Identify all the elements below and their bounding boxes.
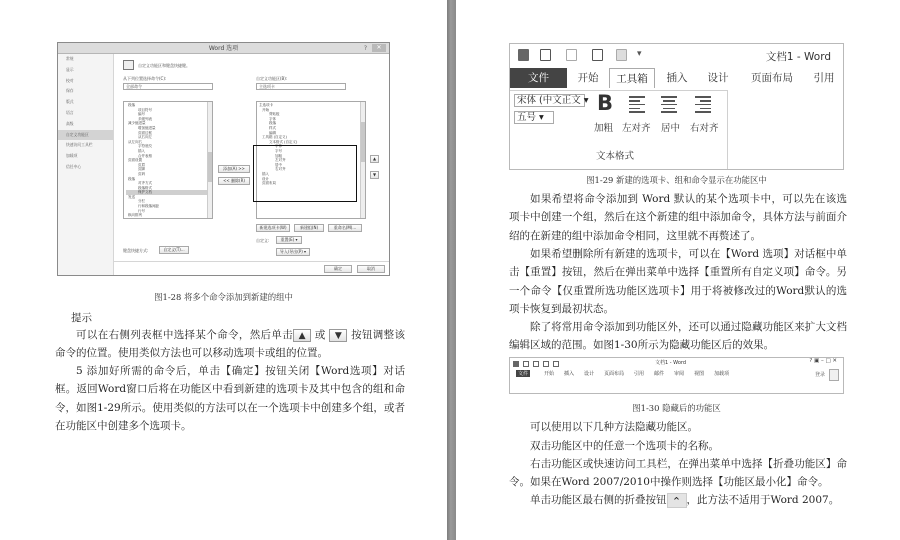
tab-item[interactable]: 开始 xyxy=(544,371,555,377)
tab-item[interactable]: 引用 xyxy=(634,371,645,377)
align-right-icon[interactable] xyxy=(695,94,711,113)
ribbon-tabs xyxy=(510,68,843,88)
tab-file[interactable]: 文件 xyxy=(510,68,567,88)
down-arrow-icon: ▼ xyxy=(372,172,377,177)
tab-references[interactable]: 引用 xyxy=(813,72,835,84)
ribbon-tab-list-item[interactable]: 居中 xyxy=(275,162,282,167)
nav-item[interactable]: 高级 xyxy=(66,120,74,126)
command-list-item[interactable]: 从左向右 xyxy=(128,139,142,144)
command-list-item[interactable]: 段落 xyxy=(128,103,135,107)
close-icon[interactable]: ✕ xyxy=(372,44,386,52)
align-left-icon[interactable] xyxy=(629,94,645,113)
print-icon[interactable] xyxy=(553,361,559,367)
command-list-item[interactable]: 插入 xyxy=(138,148,145,153)
ok-button[interactable]: 确定 xyxy=(324,265,352,273)
bold-icon[interactable]: B xyxy=(597,91,614,115)
ribbon-tab-list-item[interactable]: 字体 xyxy=(275,144,282,149)
command-list-item[interactable]: 页眉 xyxy=(138,162,145,167)
align-right-label: 右对齐 xyxy=(690,123,719,134)
print-icon[interactable] xyxy=(616,49,627,61)
new-doc-icon[interactable] xyxy=(523,361,529,367)
tabs-scrollbar[interactable] xyxy=(360,102,365,218)
add-button[interactable]: 添加(A) >> xyxy=(218,165,250,173)
align-center-icon[interactable] xyxy=(661,94,677,113)
ribbon-tab-list-item[interactable]: 插入 xyxy=(262,171,269,176)
align-left-label: 左对齐 xyxy=(622,123,651,134)
paragraph-2: 如果希望删除所有新建的选项卡，可以在【Word 选项】对话框中单击【重置】按钮，然后在弹出菜单中选择【重置所有自定义项】命令。另一个命令【仅重置所选功能区选项卡】用于将被修改过的Word默认的选项卡恢复到最初状态。 xyxy=(509,248,847,316)
nav-item[interactable]: 显示 xyxy=(66,66,74,72)
word-app-icon xyxy=(518,49,529,61)
choose-commands-label: 从下列位置选择命令(C): xyxy=(123,76,167,81)
ribbon-tab-list-item[interactable]: 字体 xyxy=(269,116,276,121)
tab-item[interactable]: 插入 xyxy=(564,371,575,377)
dialog-title: Word 选项 xyxy=(208,45,239,52)
up-arrow-icon: ▲ xyxy=(298,330,306,341)
import-export-button[interactable]: 导入/导出(P) ▾ xyxy=(276,248,310,256)
login-link[interactable]: 登录 xyxy=(814,372,825,378)
dialog-nav xyxy=(58,54,114,275)
paragraph-6: 右击功能区或快速访问工具栏，在弹出菜单中选择【折叠功能区】命令。如果在Word 2007/2010中操作则选择【功能区最小化】命令。 xyxy=(509,458,847,489)
ribbon-tab-list-item[interactable]: 设计 xyxy=(262,176,269,181)
book-gutter xyxy=(447,0,456,540)
ribbon-tab-list-item[interactable]: 工具箱 (自定义) xyxy=(262,135,287,140)
save-icon[interactable] xyxy=(592,49,603,61)
ribbon-tab-list-item[interactable]: 右对齐 xyxy=(275,167,286,172)
command-list-item[interactable]: 纵向排列 xyxy=(128,213,142,218)
command-list-item[interactable]: 减少缩进量 xyxy=(128,121,146,126)
window-title: 文档1 - Word xyxy=(765,51,831,63)
nav-item[interactable]: 信任中心 xyxy=(66,163,82,169)
reset-button[interactable]: 重置(E) ▾ xyxy=(276,236,302,244)
command-list-item[interactable]: 合并表格 xyxy=(138,153,152,158)
new-tab-button[interactable]: 新建选项卡(W) xyxy=(256,224,290,232)
dialog-heading: 自定义功能区和键盘快捷键。 xyxy=(138,63,190,68)
group-label: 文本格式 xyxy=(596,151,635,162)
tab-item[interactable]: 文件 xyxy=(518,371,529,377)
paragraph-7: 单击功能区最右侧的折叠按钮 ⌃ ，此方法不适用于Word 2007。 xyxy=(530,494,840,508)
down-arrow-icon: ▼ xyxy=(334,330,342,341)
nav-item[interactable]: 常规 xyxy=(66,56,74,61)
remove-button[interactable]: << 删除(R) xyxy=(218,177,250,185)
ribbon-tab-list-item[interactable]: 文本格式 (自定义) xyxy=(269,139,298,144)
new-doc-icon[interactable] xyxy=(540,49,551,61)
avatar[interactable] xyxy=(829,369,839,381)
ribbon-tab-list-item[interactable]: 样式 xyxy=(269,125,276,130)
nav-item[interactable]: 保存 xyxy=(66,88,74,94)
tab-design[interactable]: 设计 xyxy=(707,72,729,84)
customize-ribbon-label: 自定义功能区(B): xyxy=(256,76,288,81)
new-group-button[interactable]: 新建组(N) xyxy=(294,224,324,232)
up-arrow-icon: ▲ xyxy=(372,156,377,161)
figure-caption-1-30: 图1-30 隐藏后的功能区 xyxy=(632,403,721,413)
command-list-item[interactable]: 页脚 xyxy=(138,167,145,172)
tab-item[interactable]: 视图 xyxy=(694,371,705,377)
command-list-item[interactable]: 段落格式 xyxy=(138,185,152,190)
figure-caption-1-28: 图1-28 将多个命令添加到新建的组中 xyxy=(154,292,293,302)
nav-item[interactable]: 加载项 xyxy=(66,153,78,159)
command-list-item[interactable]: 行和段落间距 xyxy=(138,204,159,209)
customize-ribbon-dropdown[interactable]: 主选项卡 xyxy=(256,83,346,90)
window-title: 文档1 - Word xyxy=(655,360,687,366)
nav-item[interactable]: 校对 xyxy=(66,77,74,83)
tab-item[interactable]: 设计 xyxy=(584,371,595,377)
ribbon-screenshot-1-29 xyxy=(509,43,844,170)
command-list-item[interactable]: 项目符号 xyxy=(138,107,152,112)
tab-item[interactable]: 邮件 xyxy=(654,371,665,377)
command-list-item[interactable]: 编号 xyxy=(138,112,145,117)
window-controls[interactable]: ? ▣ – □ ✕ xyxy=(809,358,837,364)
move-up-inline-button xyxy=(293,329,311,342)
paragraph-4: 可以使用以下几种方法隐藏功能区。 xyxy=(530,421,698,433)
ribbon-tab-list-item[interactable]: 开始 xyxy=(262,107,269,112)
move-down-button[interactable] xyxy=(370,171,379,179)
nav-item[interactable]: 版式 xyxy=(66,99,74,105)
quick-access-toolbar xyxy=(510,44,843,68)
ribbon-tab-list-item[interactable]: 编辑 xyxy=(269,130,276,135)
ribbon-tab-list-item[interactable]: 左对齐 xyxy=(275,158,286,163)
command-list-item[interactable]: 对齐方式 xyxy=(138,181,152,186)
center-label: 居中 xyxy=(661,123,681,134)
collapse-ribbon-icon: ⌃ xyxy=(667,493,687,508)
group-text-format xyxy=(510,90,728,169)
command-list-item[interactable]: 分栏 xyxy=(138,199,145,204)
tab-item[interactable]: 页面布局 xyxy=(604,371,625,377)
command-list-item[interactable]: 字符底纹 xyxy=(138,144,152,149)
command-list-item[interactable]: 多级列表 xyxy=(138,116,152,121)
font-name-dropdown[interactable]: 宋体 (中文正文 ▾ xyxy=(514,94,585,107)
bold-label: 加粗 xyxy=(594,123,614,134)
command-list-item[interactable]: 段落 xyxy=(128,176,135,181)
choose-commands-dropdown[interactable]: 全部命令 xyxy=(123,83,213,90)
help-icon[interactable]: ? xyxy=(363,45,367,52)
font-size-dropdown[interactable]: 五号 ▾ xyxy=(514,111,554,124)
left-page xyxy=(0,0,447,540)
command-list-item[interactable]: 发送 xyxy=(128,194,135,199)
save-icon[interactable] xyxy=(543,361,549,367)
rename-button[interactable]: 重命名(M)... xyxy=(328,224,362,232)
ribbon-tab-list-item[interactable]: 字号 xyxy=(275,148,282,153)
ribbon-tab-list-item[interactable]: 页面布局 xyxy=(262,181,276,186)
move-up-button[interactable] xyxy=(370,155,379,163)
open-folder-icon[interactable] xyxy=(566,49,577,61)
paragraph-1: 如果希望将命令添加到 Word 默认的某个选项卡中，可以先在该选项卡中创建一个组，然后在这个新建的组中添加命令，具体方法与前面介绍的在新建的组中添加命令相同，这里就不再赘述了。 xyxy=(509,193,847,242)
ribbon-tab-list-item[interactable]: 主选项卡 xyxy=(259,103,273,107)
cancel-button[interactable]: 取消 xyxy=(357,265,385,273)
tab-layout[interactable]: 页面布局 xyxy=(751,72,793,84)
tab-item[interactable]: 审阅 xyxy=(674,371,685,377)
dialog-title-bar xyxy=(58,43,389,54)
nav-item[interactable]: 自定义功能区 xyxy=(58,130,113,141)
shortcut-label: 键盘快捷方式: xyxy=(123,248,149,253)
commands-listbox[interactable] xyxy=(123,101,213,219)
ribbon-tab-list-item[interactable]: 加粗 xyxy=(275,153,282,158)
ribbon-tabs xyxy=(510,369,843,379)
tab-insert[interactable]: 插入 xyxy=(666,72,688,84)
figure-caption-1-29: 图1-29 新建的选项卡、组和命令显示在功能区中 xyxy=(586,175,767,185)
command-list-item[interactable]: 页面设置 xyxy=(128,158,142,163)
step-5-paragraph: 5 添加好所需的命令后，单击【确定】按钮关闭【Word选项】对话框。返回Word窗口后将在功能区中看到新建的选项卡及其中包含的组和命令，如图1-29所示。使用类似的方法可以在一个选项卡中创建多个组，或者在功能区中创建多个选项卡。 xyxy=(55,365,405,433)
ribbon-tab-list-item[interactable]: 剪贴板 xyxy=(269,112,280,117)
word-app-icon xyxy=(513,361,519,367)
customize-ribbon-icon xyxy=(123,60,134,70)
custom-label: 自定义: xyxy=(256,238,270,243)
nav-item[interactable]: 语言 xyxy=(66,109,74,115)
move-down-inline-button xyxy=(329,329,347,342)
qat-more-icon[interactable]: ▾ xyxy=(637,49,642,59)
tab-home[interactable]: 开始 xyxy=(577,72,599,84)
commands-scrollbar[interactable] xyxy=(207,102,212,218)
title-bar xyxy=(510,358,843,369)
command-list-item[interactable]: 页码 xyxy=(138,171,145,176)
shortcut-customize-button[interactable]: 自定义(T)... xyxy=(159,246,189,254)
tip-paragraph: 可以在右侧列表框中选择某个命令，然后单击 ▲ 或 ▼ 按钮调整该命令的位置。使用类似方法也可以移动选项卡或组的位置。 xyxy=(55,326,405,363)
highlight-box xyxy=(253,145,357,202)
open-folder-icon[interactable] xyxy=(533,361,539,367)
paragraph-3: 除了将常用命令添加到功能区外，还可以通过隐藏功能区来扩大文档编辑区域的范围。如图1-30所示为隐藏功能区后的效果。 xyxy=(509,321,847,352)
command-list-item[interactable]: 行号 xyxy=(138,208,145,213)
tab-toolbox[interactable]: 工具箱 xyxy=(609,68,655,88)
tab-item[interactable]: 加载项 xyxy=(714,371,730,377)
command-list-item[interactable]: 从右向左 xyxy=(138,135,152,140)
paragraph-5: 双击功能区中的任意一个选项卡的名称。 xyxy=(530,440,719,452)
ribbon-tab-list-item[interactable]: 段落 xyxy=(269,121,276,126)
command-list-item[interactable]: 保护文档 xyxy=(126,190,210,195)
command-list-item[interactable]: 页面边框 xyxy=(138,130,152,135)
nav-item[interactable]: 快速访问工具栏 xyxy=(66,142,93,148)
tip-title: 提示 xyxy=(71,312,92,324)
command-list-item[interactable]: 增加缩进量 xyxy=(138,125,156,130)
ribbon-screenshot-1-30 xyxy=(509,357,844,394)
